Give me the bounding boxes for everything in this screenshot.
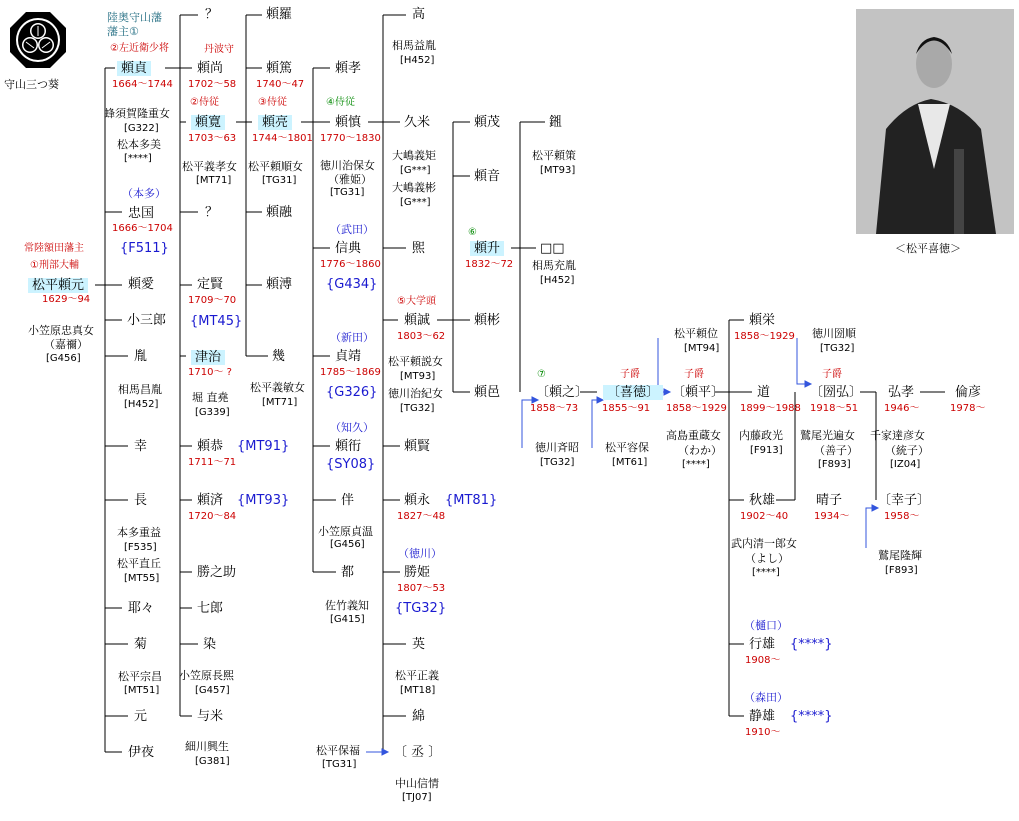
node-yoritaka: 頼恭 (197, 439, 224, 454)
node-yorihiro-yr: 1703～63 (188, 133, 237, 144)
node-hanabusa-sp: 松平正義 (395, 669, 439, 682)
node-sadayasu-code: {G326} (326, 385, 378, 400)
node-akio-sp2: （よし） (745, 552, 789, 565)
node-miyako-sp: 佐竹義知 (325, 599, 369, 612)
node-iku-code: [MT71] (262, 397, 298, 408)
node-yome-sp: 細川興生 (185, 740, 229, 753)
node-yorisada-yr: 1664～1744 (112, 79, 173, 90)
node-yorizumi-yr: 1720～84 (188, 511, 237, 522)
node-yorinobu-code2: [TG32] (400, 403, 435, 414)
node-yorisada-title: ②左近衛少将 (110, 43, 169, 54)
node-yorihira2-yr: 1858～1929 (666, 403, 727, 414)
node-unknown: □□ (540, 241, 565, 256)
node-yorihira2-title: 子爵 (684, 369, 704, 380)
node-taka: 高 (412, 7, 426, 22)
node-yorishige: 頼茂 (474, 115, 501, 130)
node-cho-code2: [MT55] (124, 573, 160, 584)
node-norihiko-yr: 1978～ (950, 403, 986, 414)
node-yorinao-title: 丹波守 (204, 44, 234, 55)
node-jo-from: 松平保福 (316, 744, 360, 757)
node-hiro2: 鎺 (549, 115, 563, 130)
node-yorihira2-from-code: [MT94] (684, 343, 720, 354)
node-haruko-yr: 1934～ (814, 511, 850, 522)
node-yoritaka3-title: ⑥ (468, 227, 477, 238)
node-yorinori-title: ④侍従 (326, 97, 355, 108)
node-hitachi: 常陸額田藩主 (24, 243, 84, 254)
node-hirotaka-sp1: 千家達彦女 (870, 429, 925, 442)
node-michi: 道 (757, 385, 771, 400)
node-yorihira2-code: [****] (682, 459, 710, 470)
node-yorira: 頼羅 (266, 7, 293, 22)
node-yorisuke: 頼亮 (258, 115, 292, 130)
node-miyako-code: [G415] (330, 614, 365, 625)
node-kunihiro-sp1: 鷲尾光遍女 (800, 429, 855, 442)
node-yorihide: 頼栄 (749, 313, 776, 328)
node-yorinaga-yr: 1827～48 (397, 511, 446, 522)
node-hiro2-code: [MT93] (540, 165, 576, 176)
node-nobunori-code: {G434} (326, 277, 378, 292)
node-cho-sp1: 本多重益 (117, 526, 161, 539)
node-yorisada-sp2: 松本多美 (117, 138, 161, 151)
node-yorihira2-from: 松平頼位 (674, 327, 718, 340)
node-sachi: 幸 (134, 439, 148, 454)
node-honda: （本多） (122, 187, 166, 200)
node-yorisada-sp1: 蜂須賀隆重女 (104, 107, 170, 120)
node-yorinobu-sp2: 徳川治紀女 (388, 387, 443, 400)
node-yoriyu2: 頼邑 (474, 385, 501, 400)
node-yorihiro-sp: 松平義孝女 (182, 160, 237, 173)
node-iyo: 伊夜 (128, 745, 155, 760)
node-kiku-code: [MT51] (124, 685, 160, 696)
node-sachiko-yr: 1958～ (884, 511, 920, 522)
node-tane-sp: 相馬昌胤 (118, 383, 162, 396)
node-hirotaka-yr: 1946～ (884, 403, 920, 414)
node-nobunori2-yr: 1855～91 (602, 403, 651, 414)
node-han: 伴 (341, 493, 355, 508)
node-kunihiro: 〔圀弘〕 (810, 385, 863, 400)
node-cho-sp2: 松平直丘 (117, 557, 161, 570)
node-kiku: 菊 (134, 637, 148, 652)
node-hikuchi: （樋口） (744, 619, 788, 632)
node-some-sp: 小笠原長煕 (179, 669, 234, 682)
node-yorizumi-code: {MT93} (237, 493, 290, 508)
node-koasaburo: 小三郎 (127, 313, 167, 328)
node-cho: 長 (134, 493, 148, 508)
node-haruko: 晴子 (816, 493, 843, 508)
node-yorinobu-title: ⑤大学頭 (397, 296, 436, 307)
node-yukio-code: {****} (790, 637, 833, 652)
node-yoritaka3: 頼升 (470, 241, 504, 256)
node-yorisuke-sp: 松平頼順女 (248, 160, 303, 173)
node-iku-sp: 松平義敏女 (250, 381, 305, 394)
node-kunihiro-yr: 1918～51 (810, 403, 859, 414)
node-yorihide-yr: 1858～1929 (734, 331, 795, 342)
node-nobunori2-from: 松平容保 (605, 441, 649, 454)
node-yorimasa: 頼賢 (404, 439, 431, 454)
node-yome-code: [G381] (195, 756, 230, 767)
node-akio-yr: 1902～40 (740, 511, 789, 522)
node-akio-code: [****] (752, 567, 780, 578)
node-yorinori-code: [TG31] (330, 187, 365, 198)
node-yorihira2-sp1: 高島重蔵女 (666, 429, 721, 442)
node-tsuji-yr: 1710～ ? (188, 367, 232, 378)
node-hanabusa-code: [MT18] (400, 685, 436, 696)
node-yoriyuki-from: 徳川斉昭 (535, 441, 579, 454)
node-michi-code: [F913] (750, 445, 783, 456)
node-yorinobu-yr: 1803～62 (397, 331, 446, 342)
node-yoritaka3-yr: 1832～72 (465, 259, 514, 270)
node-iku: 幾 (272, 349, 286, 364)
node-tsuji-sp: 堀 直堯 (192, 391, 229, 404)
node-yorine: 頼音 (474, 169, 501, 184)
node-kunihiro-from: 徳川圀順 (812, 327, 856, 340)
node-yorimoto-code: [G456] (46, 353, 81, 364)
node-gen: 元 (134, 709, 148, 724)
node-yorinori: 頼慎 (335, 115, 362, 130)
node-tadakuni-yr: 1666～1704 (112, 223, 173, 234)
node-yorisada-code2: [****] (124, 153, 152, 164)
node-q2: ？ (205, 205, 219, 220)
node-tadakuni-code: {F511} (120, 241, 169, 256)
node-yorisuke-yr: 1744～1801 (252, 133, 313, 144)
node-tadakuni: 忠国 (128, 206, 155, 221)
node-jo-from-code: [TG31] (322, 759, 357, 770)
node-katsunosuke: 勝之助 (197, 565, 237, 580)
node-yorinobu-code1: [MT93] (400, 371, 436, 382)
node-taka-sp: 相馬益胤 (392, 39, 436, 52)
node-morita: （森田） (744, 691, 788, 704)
node-akio-sp1: 武内清一郎女 (731, 537, 797, 550)
node-yorinori-yr: 1770～1830 (320, 133, 381, 144)
node-kunihiro-sp2: （善子） (814, 444, 858, 457)
node-katsuhime-code: {TG32} (395, 601, 447, 616)
node-tsuji-code: [G339] (195, 407, 230, 418)
node-yoritaka-yr: 1711～71 (188, 457, 237, 468)
node-yorihira: 頼衎 (335, 439, 362, 454)
node-line1: 陸奥守山藩 (107, 11, 162, 24)
node-yorisuke-code: [TG31] (262, 175, 297, 186)
node-hirotaka: 弘孝 (888, 385, 915, 400)
node-yorihiro-code: [MT71] (196, 175, 232, 186)
node-sachiko: 〔幸子〕 (878, 493, 931, 508)
node-yorimoto-yr: 1629～94 (42, 294, 91, 305)
node-yorimoto: 松平頼元 (28, 278, 88, 293)
node-yorinaga-code: {MT81} (445, 493, 498, 508)
node-yorihira2: 〔頼平〕 (672, 385, 725, 400)
node-yoriatsu-yr: 1740～47 (256, 79, 305, 90)
node-yorimoto-sp2: （嘉禰） (44, 338, 88, 351)
node-yoriyu: 頼融 (266, 205, 293, 220)
node-yoriaki: 頼彬 (474, 313, 501, 328)
node-yorinori-sp1: 徳川治保女 (320, 159, 375, 172)
node-chikyu: （知久） (330, 421, 374, 434)
node-yoriyuki-from-code: [TG32] (540, 457, 575, 468)
node-michi-yr: 1899～1988 (740, 403, 801, 414)
node-sadayasu: 貞靖 (335, 349, 362, 364)
node-nobunori2: 〔喜徳〕 (603, 385, 663, 400)
node-kume-code1: [G***] (400, 165, 431, 176)
node-akio: 秋雄 (749, 493, 776, 508)
node-yorinaga: 頼永 (404, 493, 431, 508)
node-yorisuke-title: ③侍従 (258, 97, 287, 108)
node-yorizumi: 頼済 (197, 493, 224, 508)
node-some: 染 (203, 637, 217, 652)
node-yoritaka2: 頼孝 (335, 61, 362, 76)
node-yoriyuki-title: ⑦ (537, 369, 546, 380)
node-yorihiro: 頼寛 (191, 115, 225, 130)
node-norihiko: 倫彦 (955, 385, 982, 400)
node-hanabusa: 英 (412, 637, 426, 652)
photo-caption: ＜松平喜徳＞ (895, 242, 961, 255)
node-yorimoto-sp1: 小笠原忠真女 (28, 324, 94, 337)
node-hirotaka-sp2: （統子） (885, 444, 929, 457)
node-yorichika: 頼愛 (128, 277, 155, 292)
node-yorinori-sp2: （雅姫） (328, 173, 372, 186)
node-jo-sp: 中山信情 (395, 777, 439, 790)
node-sachiko-from-code: [F893] (885, 565, 918, 576)
node-yorinao: 頼尚 (197, 61, 224, 76)
node-shichiro: 七郎 (197, 601, 224, 616)
node-sachiko-from: 鷲尾隆輝 (878, 549, 922, 562)
node-sadakata: 定賢 (197, 277, 224, 292)
node-taka-code: [H452] (400, 55, 435, 66)
node-yoriatsu: 頼篤 (266, 61, 293, 76)
node-tane: 胤 (134, 349, 148, 364)
node-katsuhime: 勝姫 (404, 565, 431, 580)
node-unknown-sp: 相馬充胤 (532, 259, 576, 272)
node-unknown-code: [H452] (540, 275, 575, 286)
node-yaya: 耶々 (128, 601, 155, 616)
node-sadakata-yr: 1709～70 (188, 295, 237, 306)
node-yorihiro-title: ②侍従 (190, 97, 219, 108)
node-yoriyuki: 〔頼之〕 (536, 385, 589, 400)
node-nobunori2-title: 子爵 (620, 369, 640, 380)
node-kiku-sp: 松平宗昌 (118, 670, 162, 683)
node-yoritaka-code: {MT91} (237, 439, 290, 454)
node-cho-code1: [F535] (124, 542, 157, 553)
node-michi-sp: 内藤政光 (739, 429, 783, 442)
node-shizuo-code: {****} (790, 709, 833, 724)
node-kume-code2: [G***] (400, 197, 431, 208)
node-wata: 綿 (412, 709, 426, 724)
node-han-code: [G456] (330, 539, 365, 550)
node-katsuhime-yr: 1807～53 (397, 583, 446, 594)
node-yorihira-code: {SY08} (326, 457, 376, 472)
node-yukio: 行雄 (749, 637, 776, 652)
node-jo-code: [TJ07] (402, 792, 432, 803)
node-kume: 久米 (404, 115, 431, 130)
node-jo: 〔 丞 〕 (394, 745, 442, 760)
node-yorihira2-sp2: （わか） (678, 444, 722, 457)
node-miyako: 都 (341, 565, 355, 580)
node-yorinobu-sp1: 松平頼説女 (388, 355, 443, 368)
node-nobunori2-from-code: [MT61] (612, 457, 648, 468)
node-nobunori-yr: 1776～1860 (320, 259, 381, 270)
node-tokugawa: （徳川） (398, 547, 442, 560)
node-yorinobu: 頼誠 (404, 313, 431, 328)
node-kume-sp1: 大嶋義矩 (392, 149, 436, 162)
node-yorihiro2: 頼溥 (266, 277, 293, 292)
node-han-sp: 小笠原貞温 (318, 525, 373, 538)
node-hiro2-sp: 松平頼策 (532, 149, 576, 162)
node-kunihiro-code: [F893] (818, 459, 851, 470)
node-yome: 与米 (197, 709, 224, 724)
node-yorinao-yr: 1702～58 (188, 79, 237, 90)
node-sadakata-code: {MT45} (190, 314, 243, 329)
node-tsuji: 津治 (191, 350, 225, 365)
node-some-code: [G457] (195, 685, 230, 696)
node-kume-sp2: 大嶋義彬 (392, 181, 436, 194)
node-tane-code: [H452] (124, 399, 159, 410)
node-yukio-yr: 1908～ (745, 655, 781, 666)
node-line2: 藩主① (107, 25, 139, 38)
node-shinden: （新田） (330, 331, 374, 344)
node-hirotaka-code: [IZ04] (890, 459, 921, 470)
node-shizuo: 静雄 (749, 709, 776, 724)
node-shizuo-yr: 1910～ (745, 727, 781, 738)
node-yorisada: 頼貞 (117, 61, 151, 76)
node-kunihiro-title: 子爵 (822, 369, 842, 380)
node-yorisada-code1: [G322] (124, 123, 159, 134)
node-yorimoto-title: ①刑部大輔 (30, 260, 79, 271)
node-q1: ？ (205, 7, 219, 22)
node-yoriyuki-yr: 1858～73 (530, 403, 579, 414)
node-kunihiro-from-code: [TG32] (820, 343, 855, 354)
crest-caption: 守山三つ葵 (4, 78, 59, 91)
node-hiro: 煕 (412, 241, 426, 256)
node-takeda: （武田） (330, 223, 374, 236)
node-nobunori: 信典 (335, 241, 362, 256)
node-sadayasu-yr: 1785～1869 (320, 367, 381, 378)
